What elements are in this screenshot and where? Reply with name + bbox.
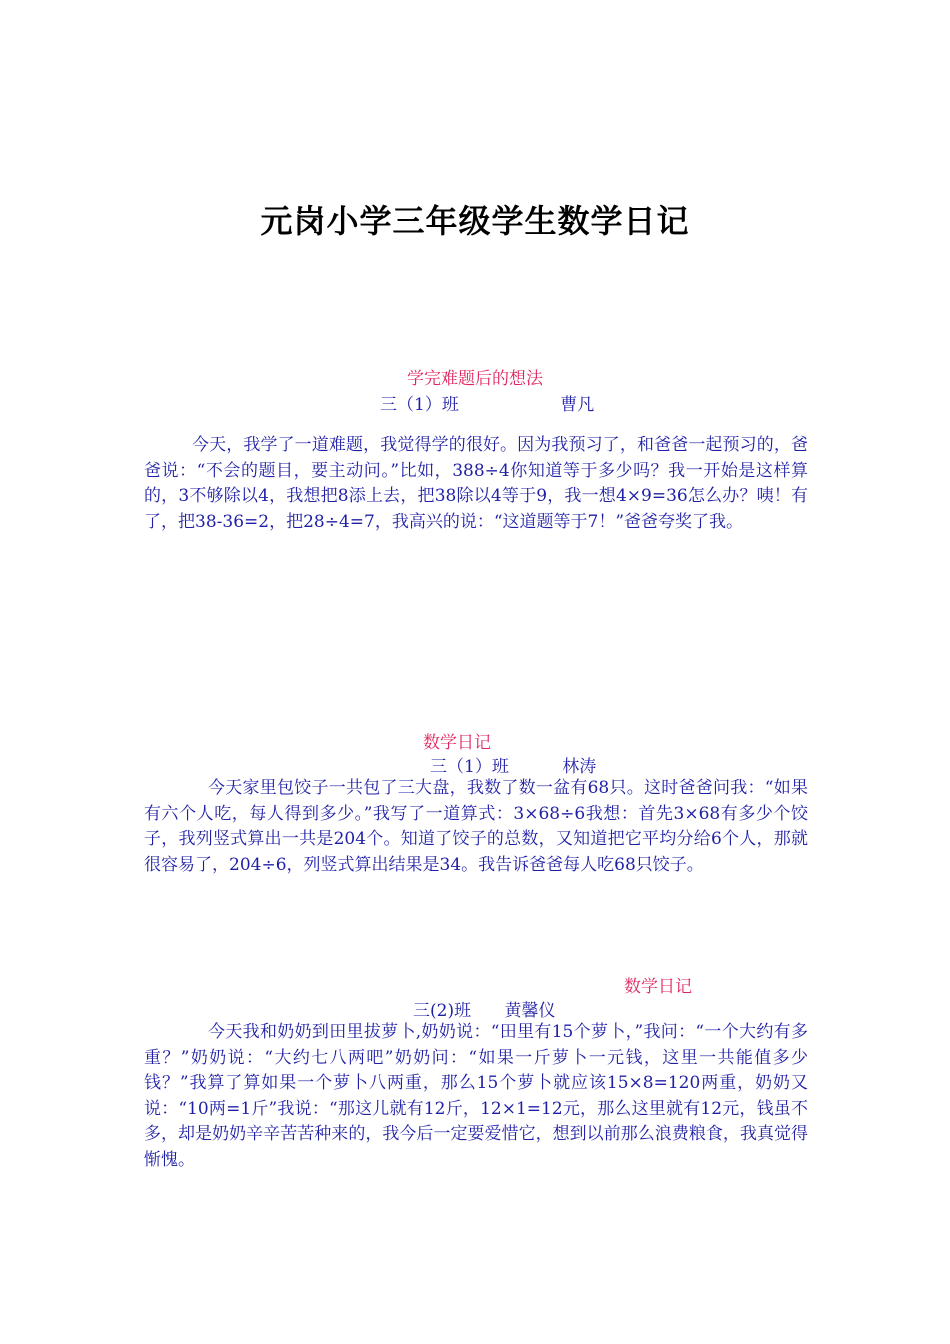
entry-2-byline [430, 752, 596, 777]
entry-3-author: 黄馨仪 [504, 1001, 556, 1021]
entry-3-body: 今天我和奶奶到田里拔萝卜,奶奶说：“田里有15个萝卜，”我问：“一个大约有多重？”奶奶说：“大约七八两吧”奶奶问：“如果一斤萝卜一元钱，这里一共能值多少钱？”我算了算如果一个萝卜八两重，那么15个萝卜就应该15×8=120两重，奶奶又说：“10两=1斤”我说：“那这儿就有12斤，12×1=12元，那么这里就有12元，钱虽不多，却是奶奶辛辛苦苦种来的，我今后一定要爱惜它，想到以前那么浪费粮食，我真觉得惭愧。 [144, 1022, 808, 1170]
entry-1-byline [380, 390, 594, 415]
entry-3-title: 数学日记 [624, 977, 692, 997]
entry-2-title: 数学日记 [423, 733, 491, 753]
page-title: 元岗小学三年级学生数学日记 [260, 202, 690, 240]
entry-2-class: 三（1）班 [430, 757, 509, 777]
entry-3-class: 三(2)班 [413, 1001, 472, 1021]
entry-2-body: 今天家里包饺子一共包了三大盘，我数了数一盆有68只。这时爸爸问我：“如果有六个人吃，每人得到多少。”我写了一道算式：3×68÷6我想：首先3×68有多少个饺子，我列竖式算出一共是204个。知道了饺子的总数，又知道把它平均分给6个人，那就很容易了，204÷6，列竖式算出结果是34。我告诉爸爸每人吃68只饺子。 [144, 778, 808, 875]
entry-1-author: 曹凡 [560, 395, 595, 415]
entry-1-class: 三（1）班 [380, 395, 459, 415]
entry-1-title: 学完难题后的想法 [407, 369, 543, 389]
entry-1-body: 今天，我学了一道难题，我觉得学的很好。因为我预习了，和爸爸一起预习的，爸爸说：“不会的题目，要主动问。”比如，388÷4你知道等于多少吗？我一开始是这样算的，3不够除以4，我想把8添上去，把38除以4等于9，我一想4×9=36怎么办？咦！有了，把38-36=2，把28÷4=7，我高兴的说：“这道题等于7！”爸爸夸奖了我。 [144, 435, 808, 532]
entry-3-byline [413, 996, 556, 1021]
entry-2-author: 林涛 [562, 757, 597, 777]
